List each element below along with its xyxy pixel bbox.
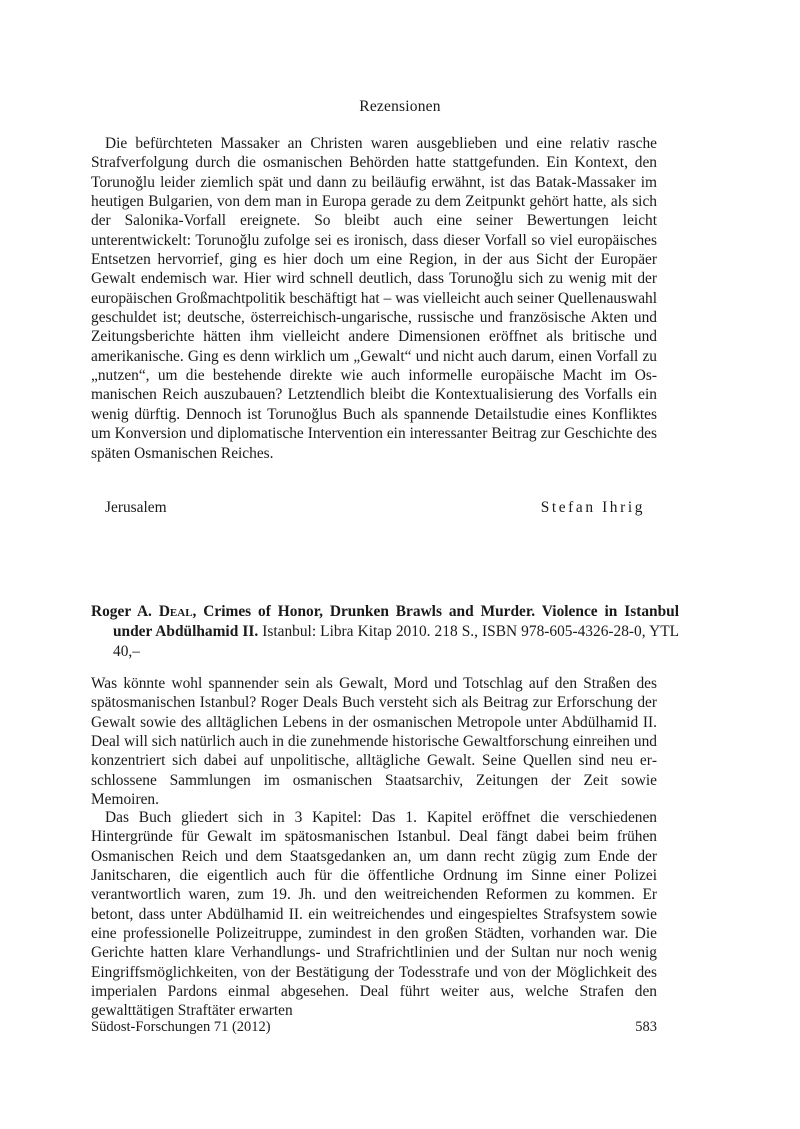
review-bibliographic-heading	[91, 602, 679, 662]
reviewer-location: Jerusalem	[105, 499, 167, 516]
book-author-first: Roger A.	[91, 603, 159, 620]
review-paragraph-1: Was könnte wohl spannender sein als Gewalt, Mord und Totschlag auf den Straßen des spätosmanischen Istanbul? Roger Deals Buch versteht sich als Beitrag zur Erforschung der Gewalt sowie des alltäglichen Lebens in der osmanischen Metropole unter Abdülhamid II. Deal will sich natürlich auch in die zunehmende historische Gewaltforschung einreihen und konzentriert sich dabei auf unpolitische, alltägliche Gewalt. Seine Quellen sind neu erschlossene Sammlungen im osmanischen Staatsarchiv, Zeitungen der Zeit sowie Memoiren.	[91, 675, 657, 809]
book-author-last: Deal	[158, 603, 193, 620]
page-number: 583	[635, 1019, 657, 1035]
publication-details: Istanbul: Libra Kitap 2010. 218 S., ISBN 978-605-4326-28-0, YTL 40,–	[113, 623, 679, 660]
reviewer-name: Stefan Ihrig	[540, 499, 645, 516]
review-paragraph-2: Das Buch gliedert sich in 3 Kapitel: Das 1. Kapitel eröffnet die verschiedenen Hintergründe für Gewalt im spätosmanischen Istanbul. Deal fängt dabei beim frühen Osmanischen Reich und dem Staatsgedanken an, um dann recht zügig zum Ende der Janitscharen, die eigentlich auch für die öffentliche Ordnung im Sinne einer Polizei verantwortlich waren, zum 19. Jh. und den weitreichenden Reformen zu kommen. Er betont, dass unter Abdülhamid II. ein weitreichendes und eingespieltes Strafsystem sowie eine professionelle Polizeitruppe, zumindest in den großen Städten, vorhanden war. Die Gerichte hatten klare Verhandlungs- und Strafrichtlinien und der Sultan nur noch wenig Eingriffsmöglichkeiten, von der Bestätigung der Todesstrafe und von der Möglichkeit des imperialen Pardons einmal abgesehen. Deal führt weiter aus, welche Strafen den gewalttätigen Straftäter erwarten	[91, 809, 657, 1020]
review-closing-paragraph: Die befürchteten Massaker an Christen waren ausgeblieben und eine relativ rasche Strafverfolgung durch die osmanischen Behörden hatte stattgefunden. Ein Kontext, den Torunoğlu leider ziemlich spät und dann zu beiläufig erwähnt, ist das Batak-Massaker im heutigen Bulgarien, von dem man in Europa gerade zu dem Zeitpunkt gehört hatte, als sich der Salonika-Vorfall ereignete. So bleibt auch eine seiner Bewertungen leicht unterentwickelt: Torunoğlu zufolge sei es ironisch, dass dieser Vorfall so viel europäisches Entsetzen hervorrief, ging es hier doch um eine Region, in der aus Sicht der Europäer Gewalt endemisch war. Hier wird schnell deutlich, dass Torunoğlu sich zu wenig mit der europäischen Großmachtpolitik beschäftigt hat – was vielleicht auch seiner Quellenauswahl geschuldet ist; deutsche, österreichisch-ungarische, russische und französische Akten und Zeitungsberichte hätten ihm vielleicht andere Dimensionen eröffnet als britische und amerikanische. Ging es denn wirklich um „Gewalt“ und nicht auch darum, einen Vorfall zu „nutzen“, um die bestehende direkte wie auch informelle europäische Macht im Osmanischen Reich auszubauen? Letztendlich bleibt die Kontextualisierung des Vorfalls ein wenig dürftig. Dennoch ist Torunoğlus Buch als spannende Detailstudie eines Konfliktes um Konversion und diplomatische Intervention ein interessanter Beitrag zur Geschichte des späten Osmanischen Reiches.	[91, 135, 657, 462]
journal-citation: Südost-Forschungen 71 (2012)	[91, 1019, 271, 1035]
book-title: , Crimes of Honor, Drunken Brawls and Murder. Violence in Istanbul under Abdülhamid II.	[113, 603, 679, 640]
running-head: Rezensionen	[359, 98, 441, 115]
